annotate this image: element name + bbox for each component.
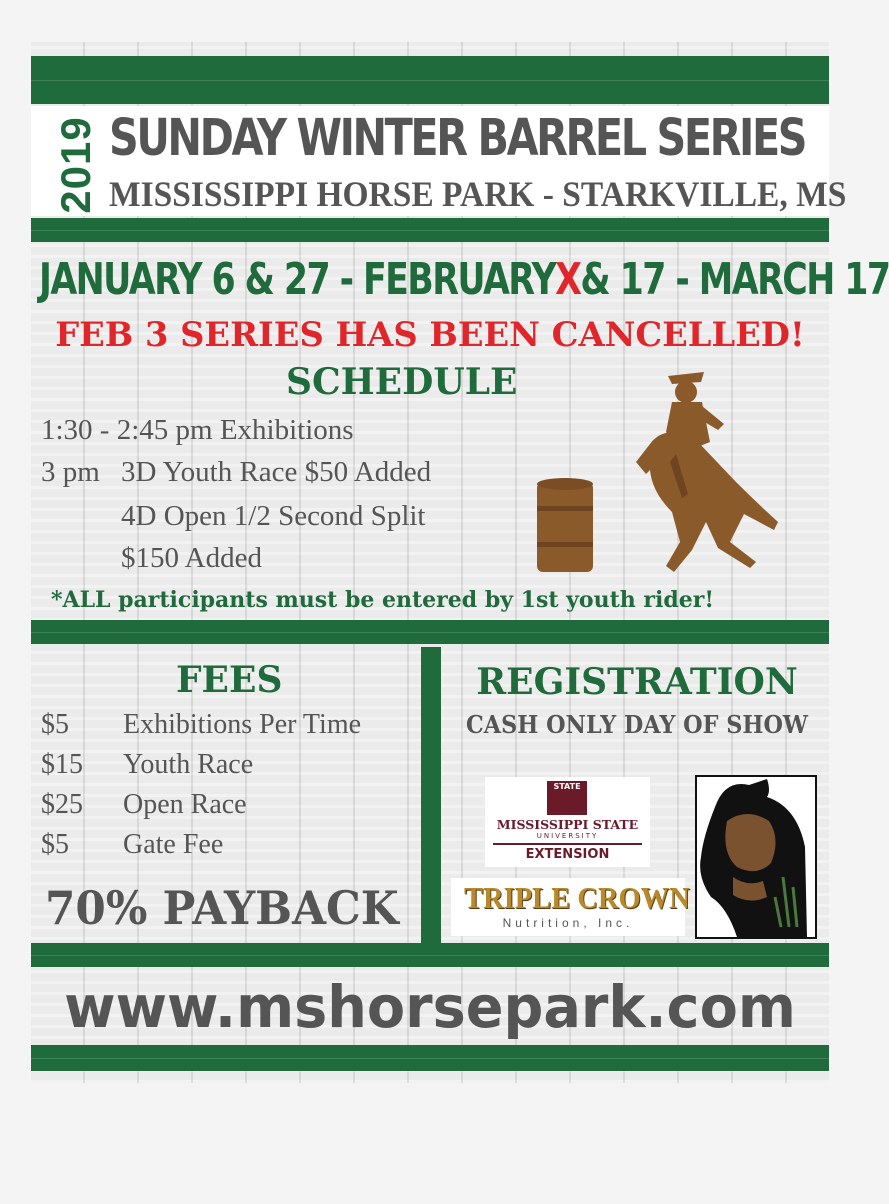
triple-crown-sub: Nutrition, Inc.	[502, 916, 634, 930]
event-location: MISSISSIPPI HORSE PARK - STARKVILLE, MS	[109, 174, 847, 214]
top-green-bar	[31, 56, 829, 104]
cancellation-notice: FEB 3 SERIES HAS BEEN CANCELLED!	[55, 315, 805, 355]
participant-note: *ALL participants must be entered by 1st youth rider!	[51, 587, 714, 613]
schedule-line-open: 4D Open 1/2 Second Split	[121, 500, 426, 532]
schedule-line-added: $150 Added	[121, 542, 262, 574]
registration-title: REGISTRATION	[476, 661, 798, 703]
registration-subtitle: CASH ONLY DAY OF SHOW	[466, 710, 808, 739]
crossed-date-mark: X	[555, 254, 581, 305]
fee-amount-open: $25	[41, 789, 83, 820]
schedule-line-youth: 3D Youth Race $50 Added	[121, 456, 432, 488]
triple-crown-name: TRIPLE CROWN	[464, 880, 690, 915]
barrel-icon	[535, 476, 595, 576]
schedule-title: SCHEDULE	[286, 361, 518, 403]
payback-text: 70% PAYBACK	[45, 881, 399, 935]
msu-badge-icon: STATE	[547, 781, 587, 815]
fee-label-youth: Youth Race	[123, 749, 254, 780]
triple-crown-logo	[451, 878, 690, 936]
fee-label-exhibitions: Exhibitions Per Time	[123, 709, 362, 740]
msu-extension: EXTENSION	[525, 847, 610, 862]
website-url: www.mshorsepark.com	[64, 973, 796, 1041]
dates-part1: JANUARY 6 & 27 - FEBRUARY	[39, 254, 556, 305]
year-label: 2019	[52, 116, 99, 214]
msu-university: UNIVERSITY	[536, 832, 599, 840]
fee-amount-youth: $15	[41, 749, 83, 780]
fee-label-open: Open Race	[123, 789, 247, 820]
dates-part2: & 17 - MARCH 17	[580, 254, 889, 305]
event-dates	[39, 250, 889, 310]
horse-park-logo-icon	[695, 775, 817, 939]
fee-amount-gate: $5	[41, 829, 69, 860]
schedule-line-exhibitions: 1:30 - 2:45 pm Exhibitions	[41, 414, 354, 446]
fee-amount-exhibitions: $5	[41, 709, 69, 740]
section-divider	[421, 647, 441, 943]
title-bottom-green-bar	[31, 218, 829, 242]
lower-green-bar	[31, 943, 829, 967]
poster	[31, 42, 889, 1083]
event-title: SUNDAY WINTER BARREL SERIES	[109, 109, 806, 168]
fees-title: FEES	[176, 659, 283, 701]
middle-green-bar	[31, 620, 829, 644]
barrel-racer-icon	[606, 362, 776, 577]
msu-name: MISSISSIPPI STATE	[496, 817, 639, 832]
schedule-line-time: 3 pm	[41, 456, 100, 488]
fee-label-gate: Gate Fee	[123, 829, 224, 860]
msu-extension-logo	[485, 777, 650, 867]
bottom-green-bar	[31, 1045, 829, 1071]
msu-divider	[493, 843, 642, 845]
